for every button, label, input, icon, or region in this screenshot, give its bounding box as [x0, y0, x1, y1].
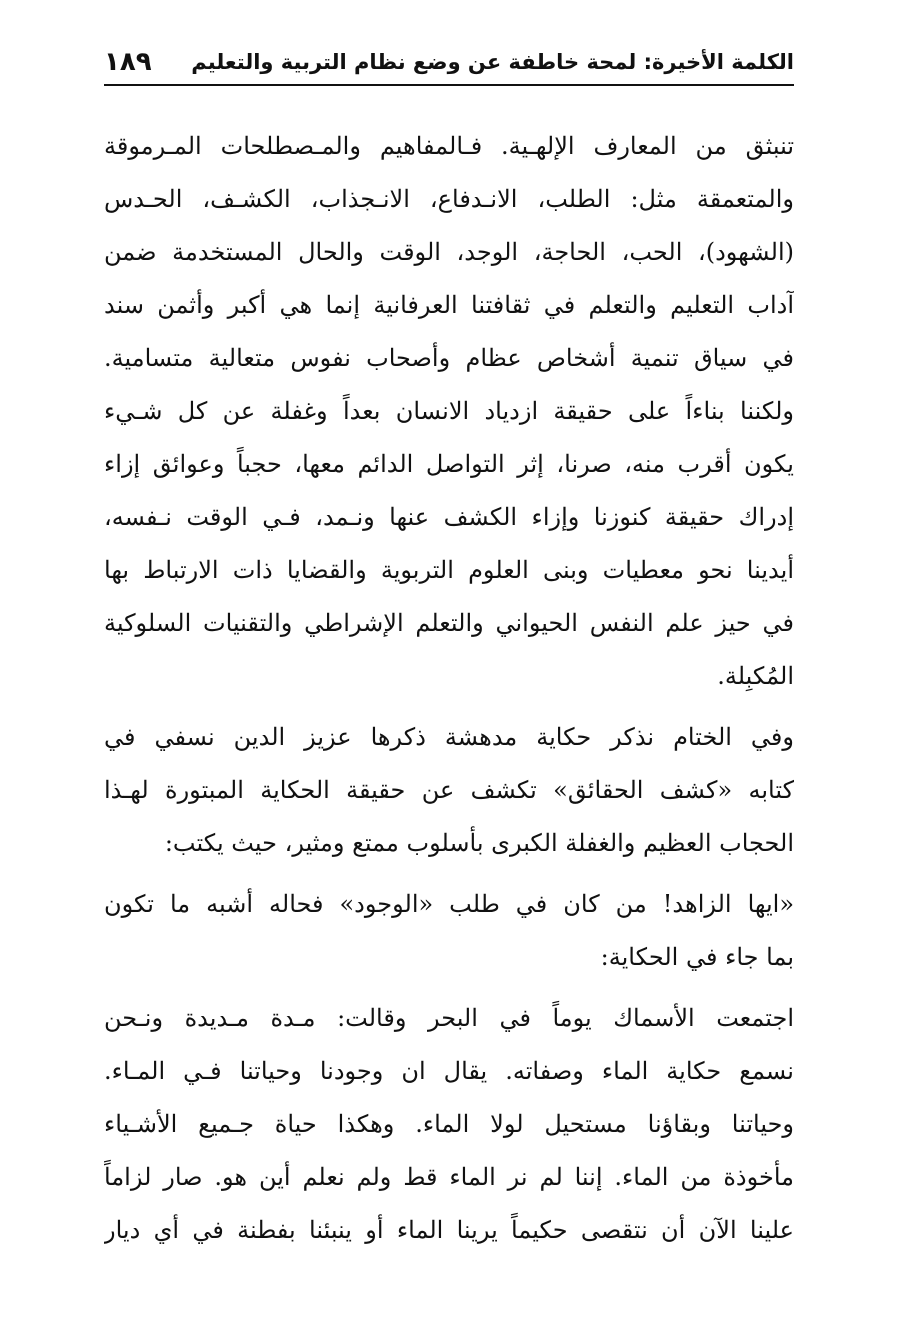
text-line: أيدينا نحو معطيات وبنى العلوم التربوية والقضايا ذات الارتباط بها: [104, 556, 794, 584]
text-line: تنبثق من المعارف الإلهـية. فـالمفاهيم والمـصطلحات المـرموقة: [104, 132, 794, 160]
text-line: يكون أقرب منه، صرنا، إثر التواصل الدائم معها، حجباً وعوائق إزاء: [104, 450, 794, 478]
paragraph: [104, 711, 794, 870]
text-line: في سياق تنمية أشخاص عظام وأصحاب نفوس متعالية متسامية.: [104, 344, 794, 372]
text-line: نسمع حكاية الماء وصفاته. يقال ان وجودنا وحياتنا فـي المـاء.: [104, 1057, 794, 1085]
text-line: إدراك حقيقة كنوزنا وإزاء الكشف عنها ونـمد، فـي الوقت نـفسه،: [104, 503, 794, 531]
text-line: وحياتنا وبقاؤنا مستحيل لولا الماء. وهكذا حياة جـميع الأشـياء: [104, 1110, 794, 1138]
text-line: المُكبِلة.: [717, 662, 794, 690]
text-line: مأخوذة من الماء. إننا لم نر الماء قط ولم نعلم أين هو. صار لزاماً: [104, 1163, 794, 1191]
text-line: والمتعمقة مثل: الطلب، الانـدفاع، الانـجذاب، الكشـف، الحـدس: [104, 185, 794, 213]
text-line: وفي الختام نذكر حكاية مدهشة ذكرها عزيز الدين نسفي في: [104, 723, 794, 751]
body-text: [104, 120, 794, 1257]
text-line: علينا الآن أن نتقصى حكيماً يرينا الماء أو ينبئنا بفطنة في أي ديار: [104, 1216, 794, 1244]
paragraph: [104, 878, 794, 984]
running-header: [104, 40, 794, 84]
paragraph: [104, 120, 794, 703]
text-line: كتابه «كشف الحقائق» تكشف عن حقيقة الحكاية المبتورة لهـذا: [104, 776, 794, 804]
text-line: «ايها الزاهد! من كان في طلب «الوجود» فحاله أشبه ما تكون: [104, 890, 794, 918]
text-line: الحجاب العظيم والغفلة الكبرى بأسلوب ممتع ومثير، حيث يكتب:: [164, 829, 794, 857]
paragraph-gap: [104, 703, 794, 711]
paragraph: [104, 992, 794, 1257]
paragraph-gap: [104, 870, 794, 878]
text-line: في حيز علم النفس الحيواني والتعلم الإشراطي والتقنيات السلوكية: [104, 609, 794, 637]
text-line: بما جاء في الحكاية:: [600, 943, 794, 971]
paragraph-gap: [104, 984, 794, 992]
text-line: ولكننا بناءاً على حقيقة ازدياد الانسان بعداً وغفلة عن كل شـيء: [104, 397, 794, 425]
header-title: الكلمة الأخيرة: لمحة خاطفة عن وضع نظام التربية والتعليم: [191, 50, 794, 74]
text-line: اجتمعت الأسماك يوماً في البحر وقالت: مـدة مـديدة ونـحن: [104, 1004, 794, 1032]
text-line: (الشهود)، الحب، الحاجة، الوجد، الوقت والحال المستخدمة ضمن: [104, 238, 794, 266]
header-rule: [104, 84, 794, 86]
text-line: آداب التعليم والتعلم في ثقافتنا العرفانية إنما هي أكبر وأثمن سند: [104, 291, 794, 319]
page-number: ١٨٩: [104, 47, 152, 77]
